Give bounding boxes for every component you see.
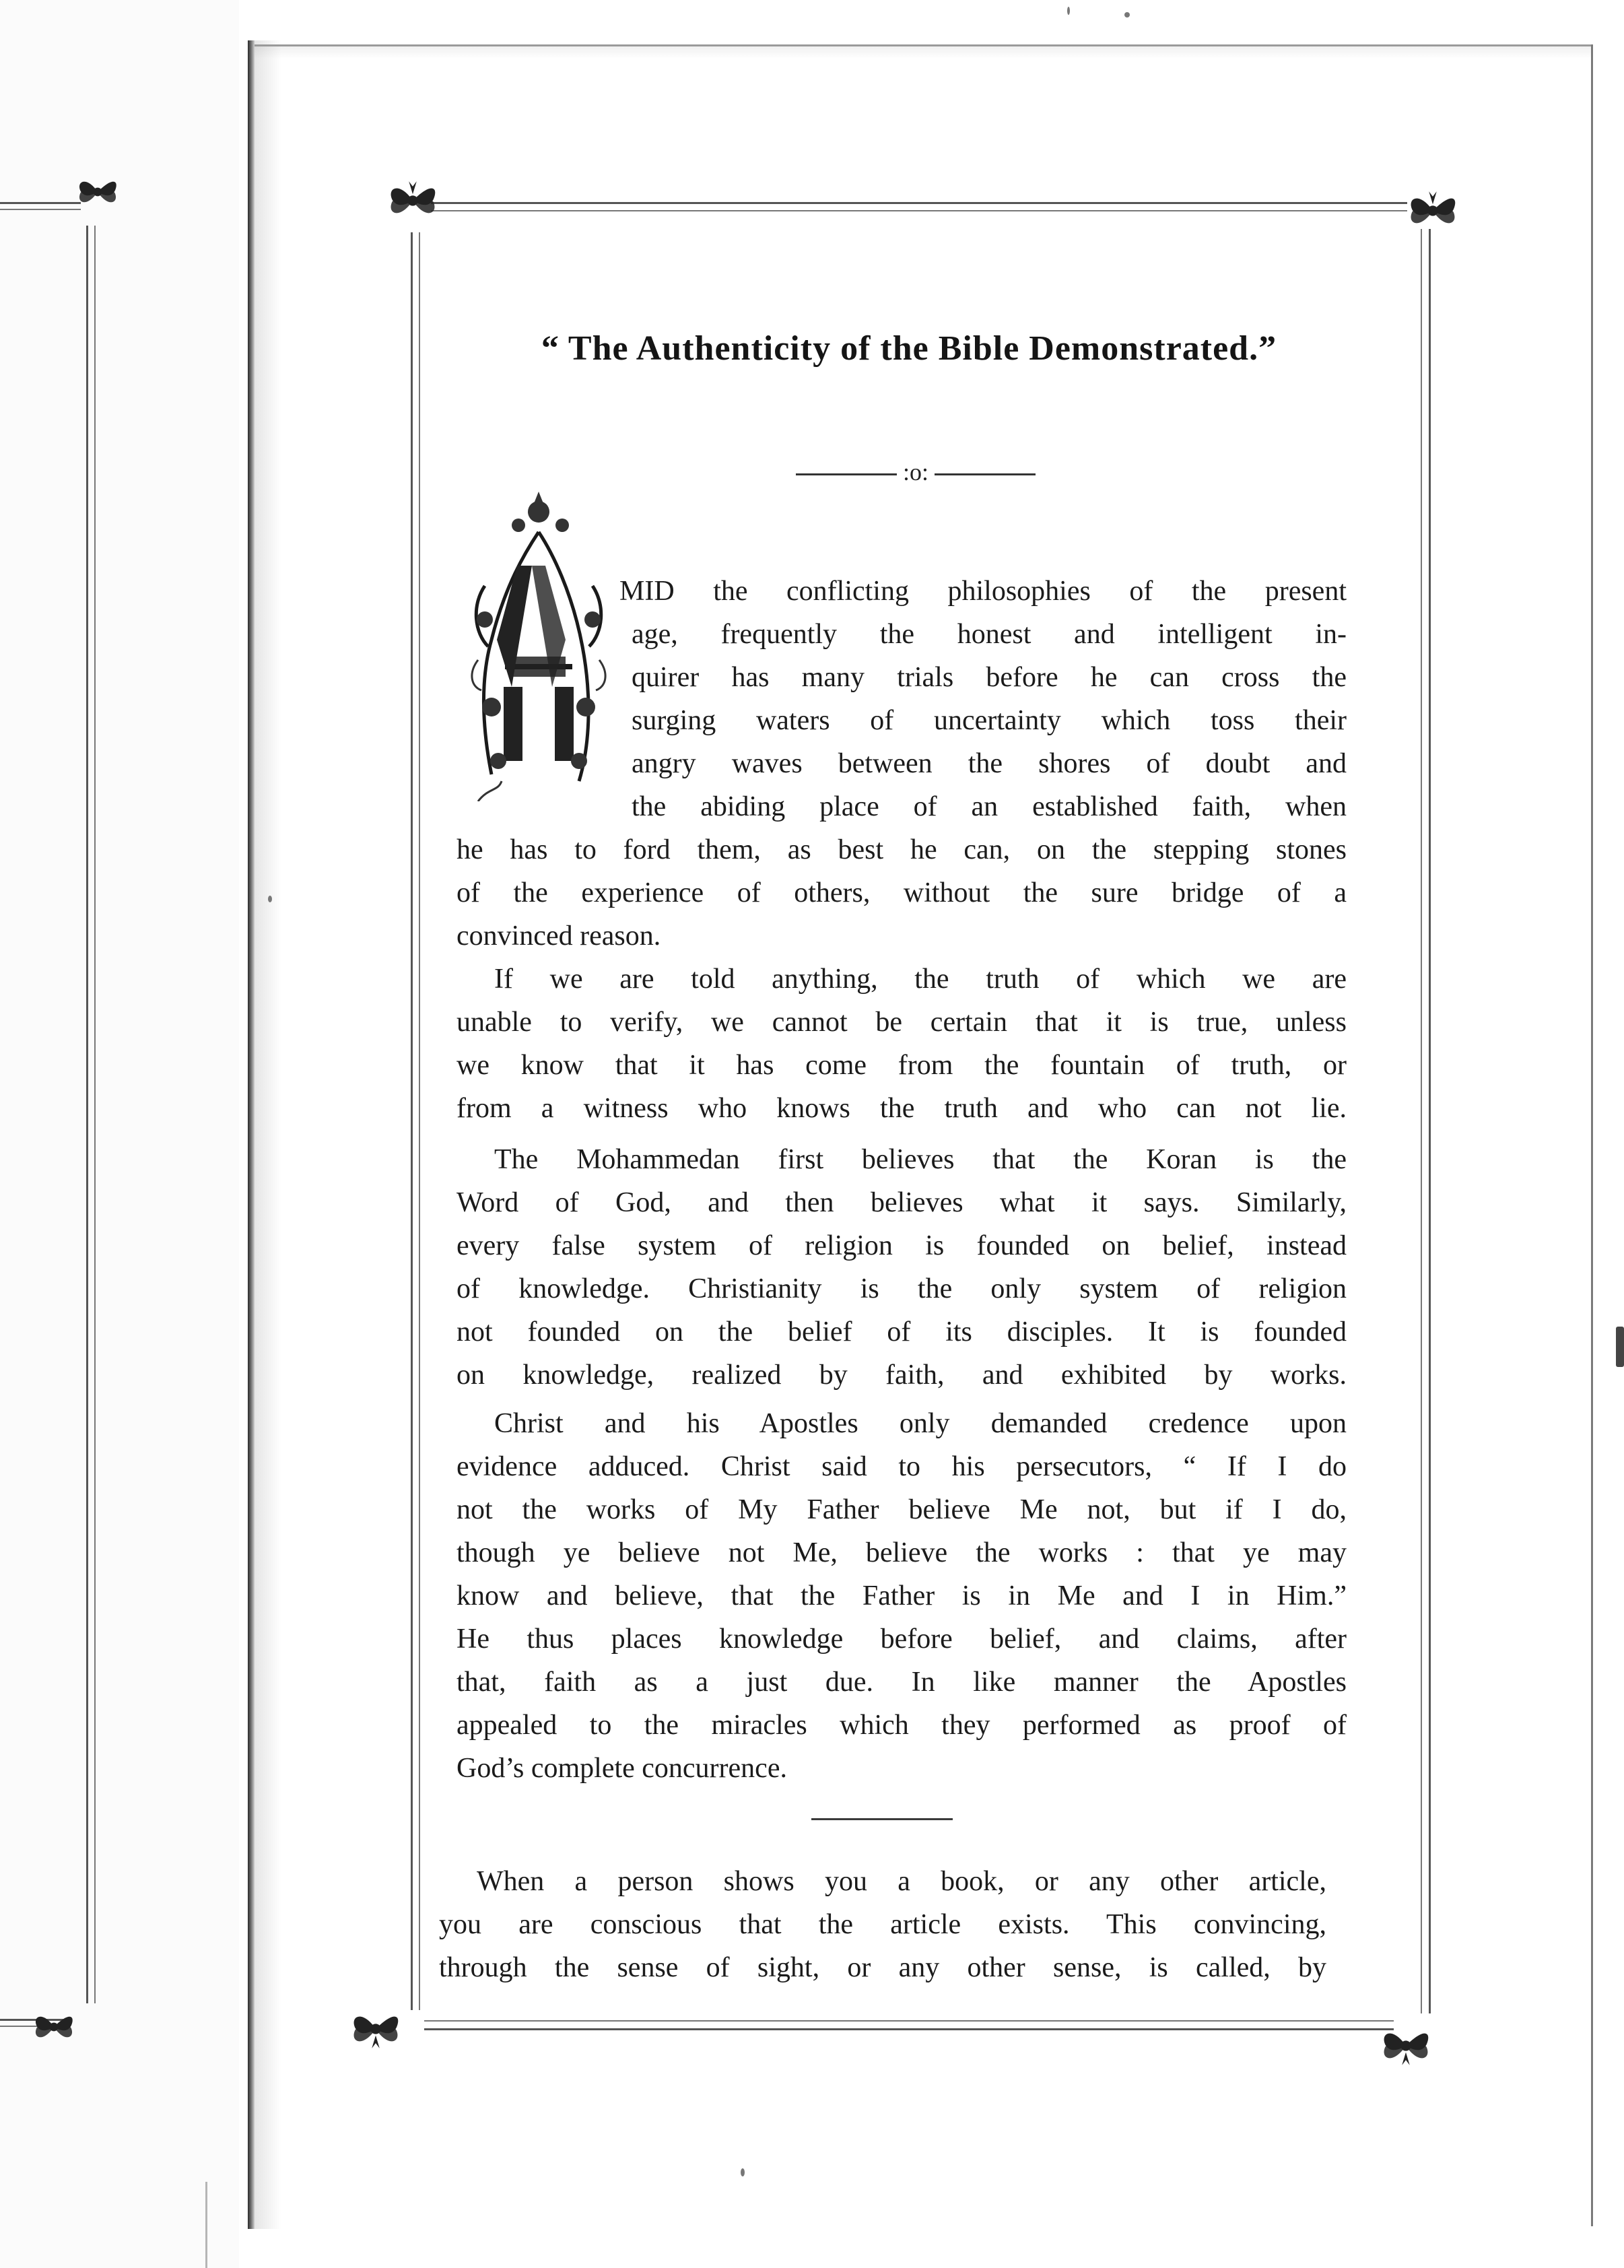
page-title: “ The Authenticity of the Bible Demonstrated.” [541,329,1277,368]
paragraph-1-line-3: quirer has many trials before he can cross the [632,662,1347,693]
paragraph-1-line-8: of the experience of others, without the sure bridge of a [456,877,1347,908]
paragraph-4-line-9: God’s complete concurrence. [456,1753,787,1784]
paragraph-2-line-3: we know that it has come from the fountain of truth, or [456,1050,1347,1081]
paragraph-4-line-8: appealed to the miracles which they performed as proof of [456,1710,1347,1741]
frame-rule-bottom [424,2028,1394,2030]
fleur-ornament-icon [71,165,125,219]
paragraph-4-line-5: know and believe, that the Father is in Me and I in Him.” [456,1580,1347,1611]
page-right-edge [1591,44,1593,2226]
paragraph-1-line-1: MID the conflicting philosophies of the present [619,576,1347,607]
paragraph-1-line-6: the abiding place of an established faith, when [632,791,1347,822]
separator-dash-left [796,473,897,475]
paragraph-3-line-3: every false system of religion is founded on belief, instead [456,1230,1347,1261]
paragraph-1-line-9: convinced reason. [456,921,661,952]
facing-page-edge [205,2182,207,2268]
fleur-ornament-icon [380,168,445,233]
paragraph-4-line-1: Christ and his Apostles only demanded credence upon [494,1408,1347,1439]
scan-speck [1067,7,1070,15]
frame-rule-top-inner [431,210,1407,211]
facing-page-rule-top [0,202,81,204]
facing-page-rule-right [86,226,88,2003]
facing-page [0,0,239,2268]
section-divider [811,1818,953,1820]
facing-page-rule-top-inner [0,209,81,210]
paragraph-4-line-7: that, faith as a just due. In like manner the Apostles [456,1667,1347,1698]
gutter-shadow [255,40,281,2229]
paragraph-5-line-3: through the sense of sight, or any other sense, is called, by [439,1952,1326,1983]
book-gutter [248,40,255,2229]
page-top-shadow [255,46,1591,59]
paragraph-5-line-2: you are conscious that the article exists. This convincing, [439,1909,1326,1940]
paragraph-2-line-4: from a witness who knows the truth and who can not lie. [456,1093,1347,1124]
paragraph-1-line-4: surging waters of uncertainty which toss their [632,705,1347,736]
fleur-ornament-icon [343,1997,408,2061]
paragraph-3-line-6: on knowledge, realized by faith, and exhibited by works. [456,1360,1347,1391]
frame-rule-top [431,202,1407,204]
paragraph-4-line-4: though ye believe not Me, believe the works : that ye may [456,1537,1347,1568]
fleur-ornament-icon [1374,2013,1438,2078]
paragraph-4-line-3: not the works of My Father believe Me not, but if I do, [456,1494,1347,1525]
paragraph-4-line-2: evidence adduced. Christ said to his persecutors, “ If I do [456,1451,1347,1482]
paragraph-2-line-2: unable to verify, we cannot be certain that it is true, unless [456,1007,1347,1038]
paragraph-1-line-5: angry waves between the shores of doubt and [632,748,1347,779]
paragraph-3-line-4: of knowledge. Christianity is the only system of religion [456,1273,1347,1304]
scan-speck [741,2168,745,2176]
frame-rule-left [411,232,413,2010]
separator-mark: :o: [902,459,928,486]
frame-rule-right [1429,229,1431,2013]
paragraph-3-line-5: not founded on the belief of its disciples. It is founded [456,1316,1347,1347]
scan-speck [1616,1327,1624,1367]
title-separator [781,458,1050,486]
paragraph-2-line-1: If we are told anything, the truth of which we are [494,964,1347,995]
scan-speck [268,896,272,902]
frame-rule-bottom-inner [424,2020,1394,2022]
frame-rule-right-inner [1421,229,1422,2013]
fleur-ornament-icon [27,2000,81,2054]
paragraph-3-line-2: Word of God, and then believes what it says. Similarly, [456,1187,1347,1218]
frame-rule-left-inner [419,232,420,2010]
paragraph-4-line-6: He thus places knowledge before belief, and claims, after [456,1624,1347,1655]
illuminated-initial-a [465,485,613,801]
facing-page-rule-right-inner [94,226,96,2003]
separator-dash-right [935,473,1036,475]
scan-speck [1124,12,1130,18]
paragraph-1-line-2: age, frequently the honest and intelligent in- [632,619,1347,650]
paragraph-1-line-7: he has to ford them, as best he can, on the stepping stones [456,834,1347,865]
paragraph-3-line-1: The Mohammedan first believes that the Koran is the [494,1144,1347,1175]
fleur-ornament-icon [1400,178,1465,243]
paragraph-5-line-1: When a person shows you a book, or any other article, [477,1866,1326,1897]
